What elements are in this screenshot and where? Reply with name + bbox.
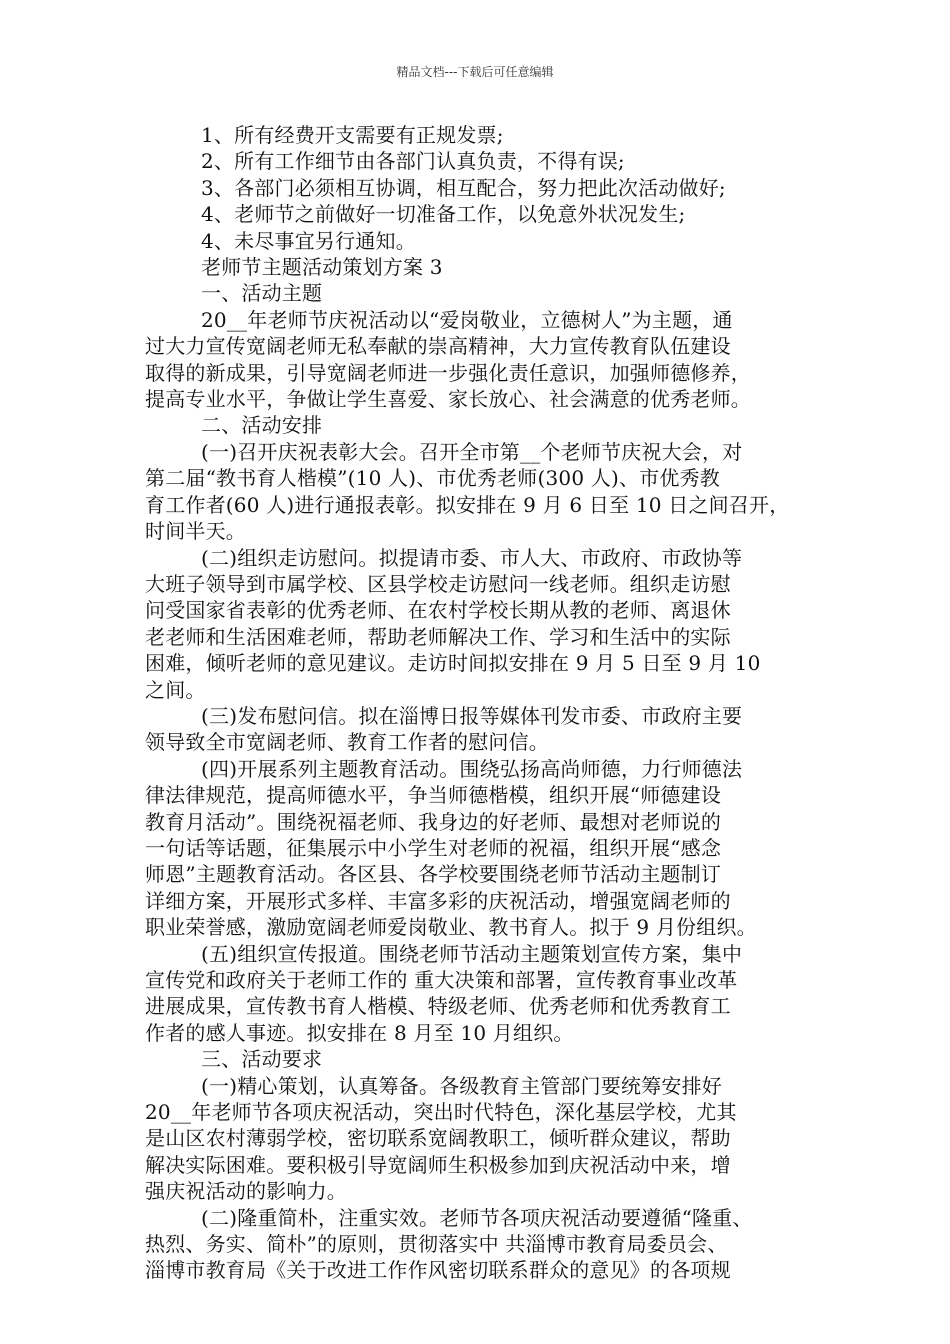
text-line: 三、活动要求	[201, 1047, 323, 1072]
text-line: 2、所有工作细节由各部门认真负责，不得有误;	[201, 149, 625, 174]
text-line: 作者的感人事迹。拟安排在 8 月至 10 月组织。	[145, 1020, 574, 1045]
text-line: 过大力宣传宽阔老师无私奉献的崇高精神，大力宣传教育队伍建设	[145, 334, 731, 359]
text-line: 之间。	[145, 677, 206, 702]
text-line: 大班子领导到市属学校、区县学校走访慰问一线老师。组织走访慰	[145, 571, 731, 596]
text-line: (二)隆重简朴，注重实效。老师节各项庆祝活动要遵循“隆重、	[201, 1205, 753, 1230]
text-line: 热烈、务实、简朴”的原则，贯彻落实中 共淄博市教育局委员会、	[145, 1232, 728, 1257]
text-line: 育工作者(60 人)进行通报表彰。拟安排在 9 月 6 日至 10 日之间召开，	[145, 492, 790, 517]
text-line: 师恩”主题教育活动。各区县、各学校要围绕老师节活动主题制订	[145, 862, 722, 887]
text-line: 1、所有经费开支需要有正规发票;	[201, 123, 504, 147]
text-line: 老老师和生活困难老师，帮助老师解决工作、学习和生活中的实际	[145, 624, 731, 649]
text-line: 淄博市教育局《关于改进工作作风密切联系群众的意见》的各项规	[145, 1258, 731, 1283]
page-header: 精品文档---下载后可任意编辑	[396, 65, 554, 79]
text-line: 进展成果，宣传教书育人楷模、特级老师、优秀老师和优秀教育工	[145, 994, 731, 1019]
text-line: 20__年老师节庆祝活动以“爱岗敬业，立德树人”为主题，通	[201, 307, 733, 332]
text-line: 解决实际困难。要积极引导宽阔师生积极参加到庆祝活动中来，增	[145, 1152, 731, 1177]
text-line: 时间半天。	[145, 519, 246, 544]
text-line: 宣传党和政府关于老师工作的 重大决策和部署，宣传教育事业改革	[145, 968, 738, 992]
text-line: 第二届“教书育人楷模”(10 人)、市优秀老师(300 人)、市优秀教	[145, 466, 720, 491]
text-line: 律法律规范，提高师德水平，争当师德楷模，组织开展“师德建设	[145, 783, 722, 808]
text-line: 提高专业水平，争做让学生喜爱、家长放心、社会满意的优秀老师。	[145, 387, 751, 412]
document-body	[145, 122, 829, 1284]
text-line: 一、活动主题	[201, 281, 323, 306]
text-line: 3、各部门必须相互协调，相互配合，努力把此次活动做好;	[201, 175, 726, 200]
text-line: 强庆祝活动的影响力。	[145, 1179, 347, 1204]
text-line: 职业荣誉感，激励宽阔老师爱岗敬业、教书育人。拟于 9 月份组织。	[145, 915, 757, 940]
text-line: 问受国家省表彰的优秀老师、在农村学校长期从教的老师、离退休	[145, 598, 731, 623]
text-line: (二)组织走访慰问。拟提请市委、市人大、市政府、市政协等	[201, 545, 743, 570]
text-line: (四)开展系列主题教育活动。围绕弘扬高尚师德，力行师德法	[201, 756, 743, 781]
text-line: 老师节主题活动策划方案 3	[201, 255, 443, 280]
text-line: 是山区农村薄弱学校，密切联系宽阔教职工，倾听群众建议，帮助	[145, 1126, 731, 1151]
text-line: 4、老师节之前做好一切准备工作，以免意外状况发生;	[201, 202, 686, 227]
text-line: (三)发布慰问信。拟在淄博日报等媒体刊发市委、市政府主要	[201, 703, 743, 728]
text-line: 一句话等话题，征集展示中小学生对老师的祝福，组织开展“感念	[145, 835, 722, 860]
text-line: 取得的新成果，引导宽阔老师进一步强化责任意识，加强师德修养，	[145, 360, 751, 385]
text-line: 详细方案，开展形式多样、丰富多彩的庆祝活动，增强宽阔老师的	[145, 888, 731, 913]
text-line: 4、未尽事宜另行通知。	[201, 228, 416, 253]
text-line: 教育月活动”。围绕祝福老师、我身边的好老师、最想对老师说的	[145, 809, 722, 834]
text-line: (一)召开庆祝表彰大会。召开全市第__个老师节庆祝大会，对	[201, 439, 743, 464]
text-line: 领导致全市宽阔老师、教育工作者的慰问信。	[145, 730, 549, 755]
text-line: (一)精心策划，认真筹备。各级教育主管部门要统筹安排好	[201, 1073, 723, 1098]
text-line: 困难，倾听老师的意见建议。走访时间拟安排在 9 月 5 日至 9 月 10	[145, 651, 761, 676]
text-line: 二、活动安排	[201, 413, 323, 438]
text-line: 20__年老师节各项庆祝活动，突出时代特色，深化基层学校，尤其	[145, 1100, 737, 1125]
text-line: (五)组织宣传报道。围绕老师节活动主题策划宣传方案，集中	[201, 941, 743, 966]
